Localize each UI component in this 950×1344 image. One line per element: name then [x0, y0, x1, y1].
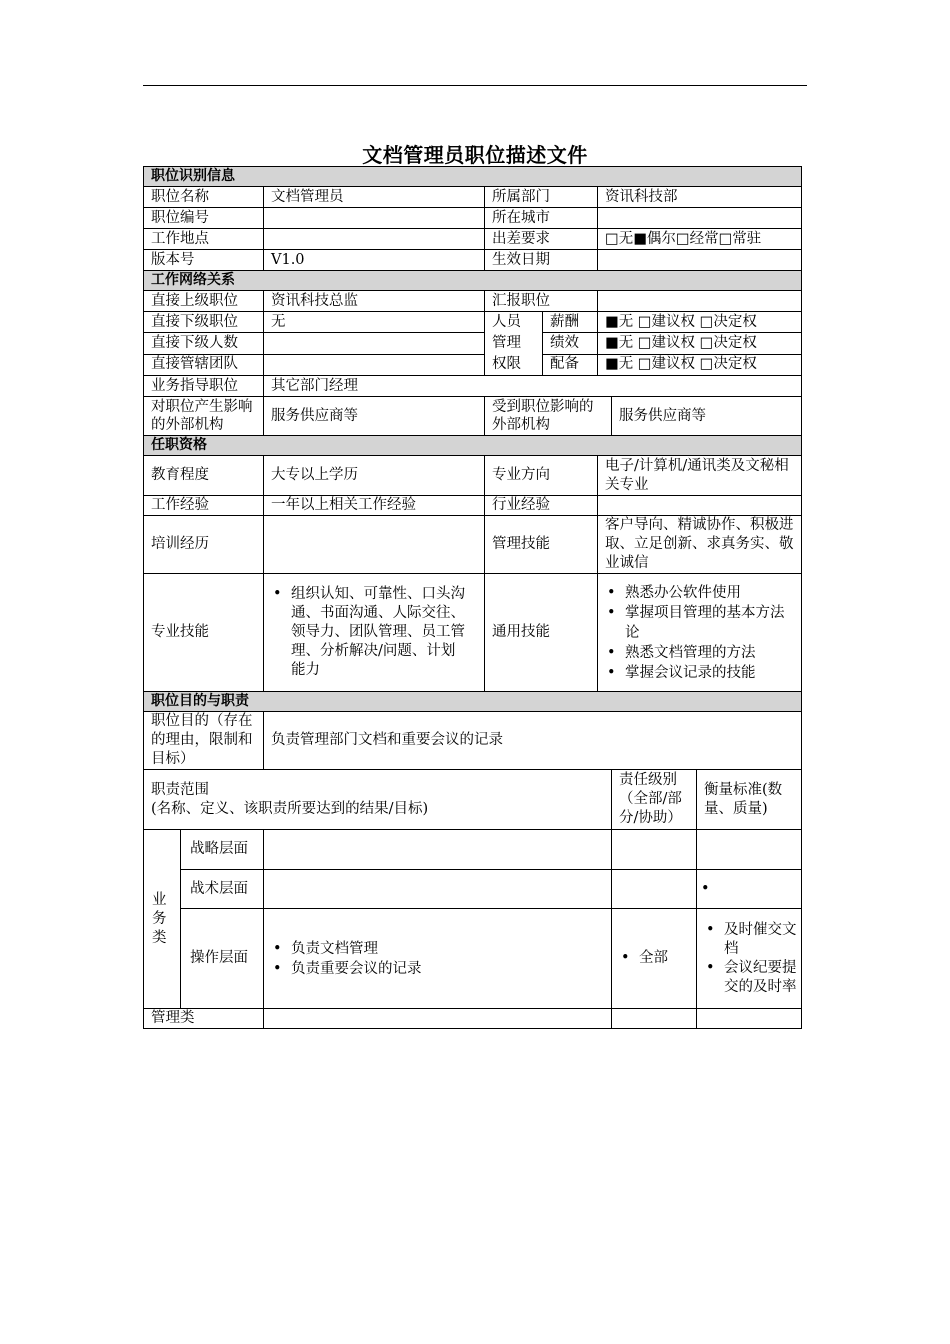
- strategic-measure: [697, 830, 802, 870]
- operational-level: [612, 909, 697, 1009]
- training-value: [264, 516, 485, 574]
- tactical-measure: [697, 870, 802, 909]
- prof-skill-label: 专业技能: [144, 574, 264, 692]
- report-value: [598, 291, 802, 312]
- major-label: 专业方向: [485, 456, 598, 496]
- management-duties: [264, 1009, 612, 1029]
- authority-label: [485, 312, 543, 376]
- effective-date-label: 生效日期: [485, 250, 598, 271]
- general-skill-item: • 熟悉办公软件使用: [605, 583, 797, 603]
- operational-duty-item: • 负责重要会议的记录: [271, 959, 604, 979]
- measure-header: 衡量标准(数量、质量): [697, 770, 802, 830]
- ext-influenced-label: 受到职位影响的外部机构: [485, 397, 612, 436]
- version-label: 版本号: [144, 250, 264, 271]
- sub-count-label: 直接下级人数: [144, 333, 264, 354]
- tactical-label: 战术层面: [181, 870, 264, 909]
- management-label: 管理类: [144, 1009, 264, 1029]
- performance-authority: ■无 □建议权 □决定权: [598, 333, 802, 354]
- operational-measure-item: • 会议纪要提交的及时率: [704, 959, 799, 997]
- bullet-icon: •: [701, 880, 710, 897]
- team-value: [264, 354, 485, 375]
- mgmt-skill-label: 管理技能: [485, 516, 598, 574]
- management-measure: [697, 1009, 802, 1029]
- location-value: [264, 229, 485, 250]
- general-skill-label: 通用技能: [485, 574, 598, 692]
- position-code-label: 职位编号: [144, 208, 264, 229]
- operational-measure-item: • 及时催交文档: [704, 921, 799, 959]
- report-label: 汇报职位: [485, 291, 598, 312]
- travel-label: 出差要求: [485, 229, 598, 250]
- authority-line: 人员: [492, 314, 521, 330]
- subordinate-value: 无: [264, 312, 485, 333]
- city-value: [598, 208, 802, 229]
- scope-title: 职责范围: [151, 781, 209, 798]
- ext-affected-value: 服务供应商等: [264, 397, 485, 436]
- document-title: 文档管理员职位描述文件: [362, 143, 588, 167]
- authority-line: 权限: [492, 356, 521, 372]
- mgmt-skill-value: 客户导向、精诚协作、积极进取、立足创新、求真务实、敬业诚信: [598, 516, 802, 574]
- experience-value: 一年以上相关工作经验: [264, 496, 485, 516]
- operational-duty-item: • 负责文档管理: [271, 939, 604, 959]
- business-label-text: 业务类: [152, 891, 167, 946]
- location-label: 工作地点: [144, 229, 264, 250]
- strategic-label: 战略层面: [181, 830, 264, 870]
- operational-measures: [697, 909, 802, 1009]
- staffing-label: 配备: [543, 354, 598, 375]
- experience-label: 工作经验: [144, 496, 264, 516]
- effective-date-value: [598, 250, 802, 271]
- general-skill-item: • 掌握会议记录的技能: [605, 663, 797, 683]
- team-label: 直接管辖团队: [144, 354, 264, 375]
- version-value: V1.0: [264, 250, 485, 271]
- purpose-label: 职位目的（存在的理由，限制和目标）: [144, 712, 264, 770]
- header-rule: [143, 85, 807, 86]
- level-header: 责任级别（全部/部分/协助）: [612, 770, 697, 830]
- section-network: 工作网络关系: [144, 271, 802, 291]
- guidance-label: 业务指导职位: [144, 376, 264, 397]
- education-label: 教育程度: [144, 456, 264, 496]
- industry-value: [598, 496, 802, 516]
- prof-skill-item: • 组织认知、可靠性、口头沟通、书面沟通、人际交往、领导力、团队管理、员工管理、分析解决/问题、计划能力: [271, 585, 466, 680]
- superior-value: 资讯科技总监: [264, 291, 485, 312]
- position-name-label: 职位名称: [144, 187, 264, 208]
- staffing-authority: ■无 □建议权 □决定权: [598, 354, 802, 375]
- strategic-duties: [264, 830, 612, 870]
- prof-skill-list: [264, 574, 485, 692]
- salary-authority: ■无 □建议权 □决定权: [598, 312, 802, 333]
- tactical-level: [612, 870, 697, 909]
- job-description-table: [143, 166, 802, 1029]
- operational-duties: [264, 909, 612, 1009]
- business-label: [144, 830, 181, 1009]
- section-purpose: 职位目的与职责: [144, 692, 802, 712]
- guidance-value: 其它部门经理: [264, 376, 802, 397]
- general-skill-list: [598, 574, 802, 692]
- superior-label: 直接上级职位: [144, 291, 264, 312]
- subordinate-label: 直接下级职位: [144, 312, 264, 333]
- education-value: 大专以上学历: [264, 456, 485, 496]
- sub-count-value: [264, 333, 485, 354]
- position-name-value: 文档管理员: [264, 187, 485, 208]
- scope-label: [144, 770, 612, 830]
- general-skill-item: • 熟悉文档管理的方法: [605, 643, 797, 663]
- scope-description: (名称、定义、该职责所要达到的结果/目标): [151, 800, 429, 817]
- department-value: 资讯科技部: [598, 187, 802, 208]
- travel-value: □无■偶尔□经常□常驻: [598, 229, 802, 250]
- major-value: 电子/计算机/通讯类及文秘相关专业: [598, 456, 802, 496]
- management-level: [612, 1009, 697, 1029]
- salary-label: 薪酬: [543, 312, 598, 333]
- tactical-duties: [264, 870, 612, 909]
- department-label: 所属部门: [485, 187, 598, 208]
- strategic-level: [612, 830, 697, 870]
- ext-affected-label: 对职位产生影响的外部机构: [144, 397, 264, 436]
- operational-level-item: • 全部: [619, 949, 689, 968]
- training-label: 培训经历: [144, 516, 264, 574]
- industry-label: 行业经验: [485, 496, 598, 516]
- operational-label: 操作层面: [181, 909, 264, 1009]
- authority-line: 管理: [492, 335, 521, 351]
- section-qualification: 任职资格: [144, 436, 802, 456]
- purpose-value: 负责管理部门文档和重要会议的记录: [264, 712, 802, 770]
- position-code-value: [264, 208, 485, 229]
- general-skill-item: • 掌握项目管理的基本方法论: [605, 603, 797, 643]
- performance-label: 绩效: [543, 333, 598, 354]
- section-identity: 职位识别信息: [144, 167, 802, 187]
- city-label: 所在城市: [485, 208, 598, 229]
- ext-influenced-value: 服务供应商等: [612, 397, 802, 436]
